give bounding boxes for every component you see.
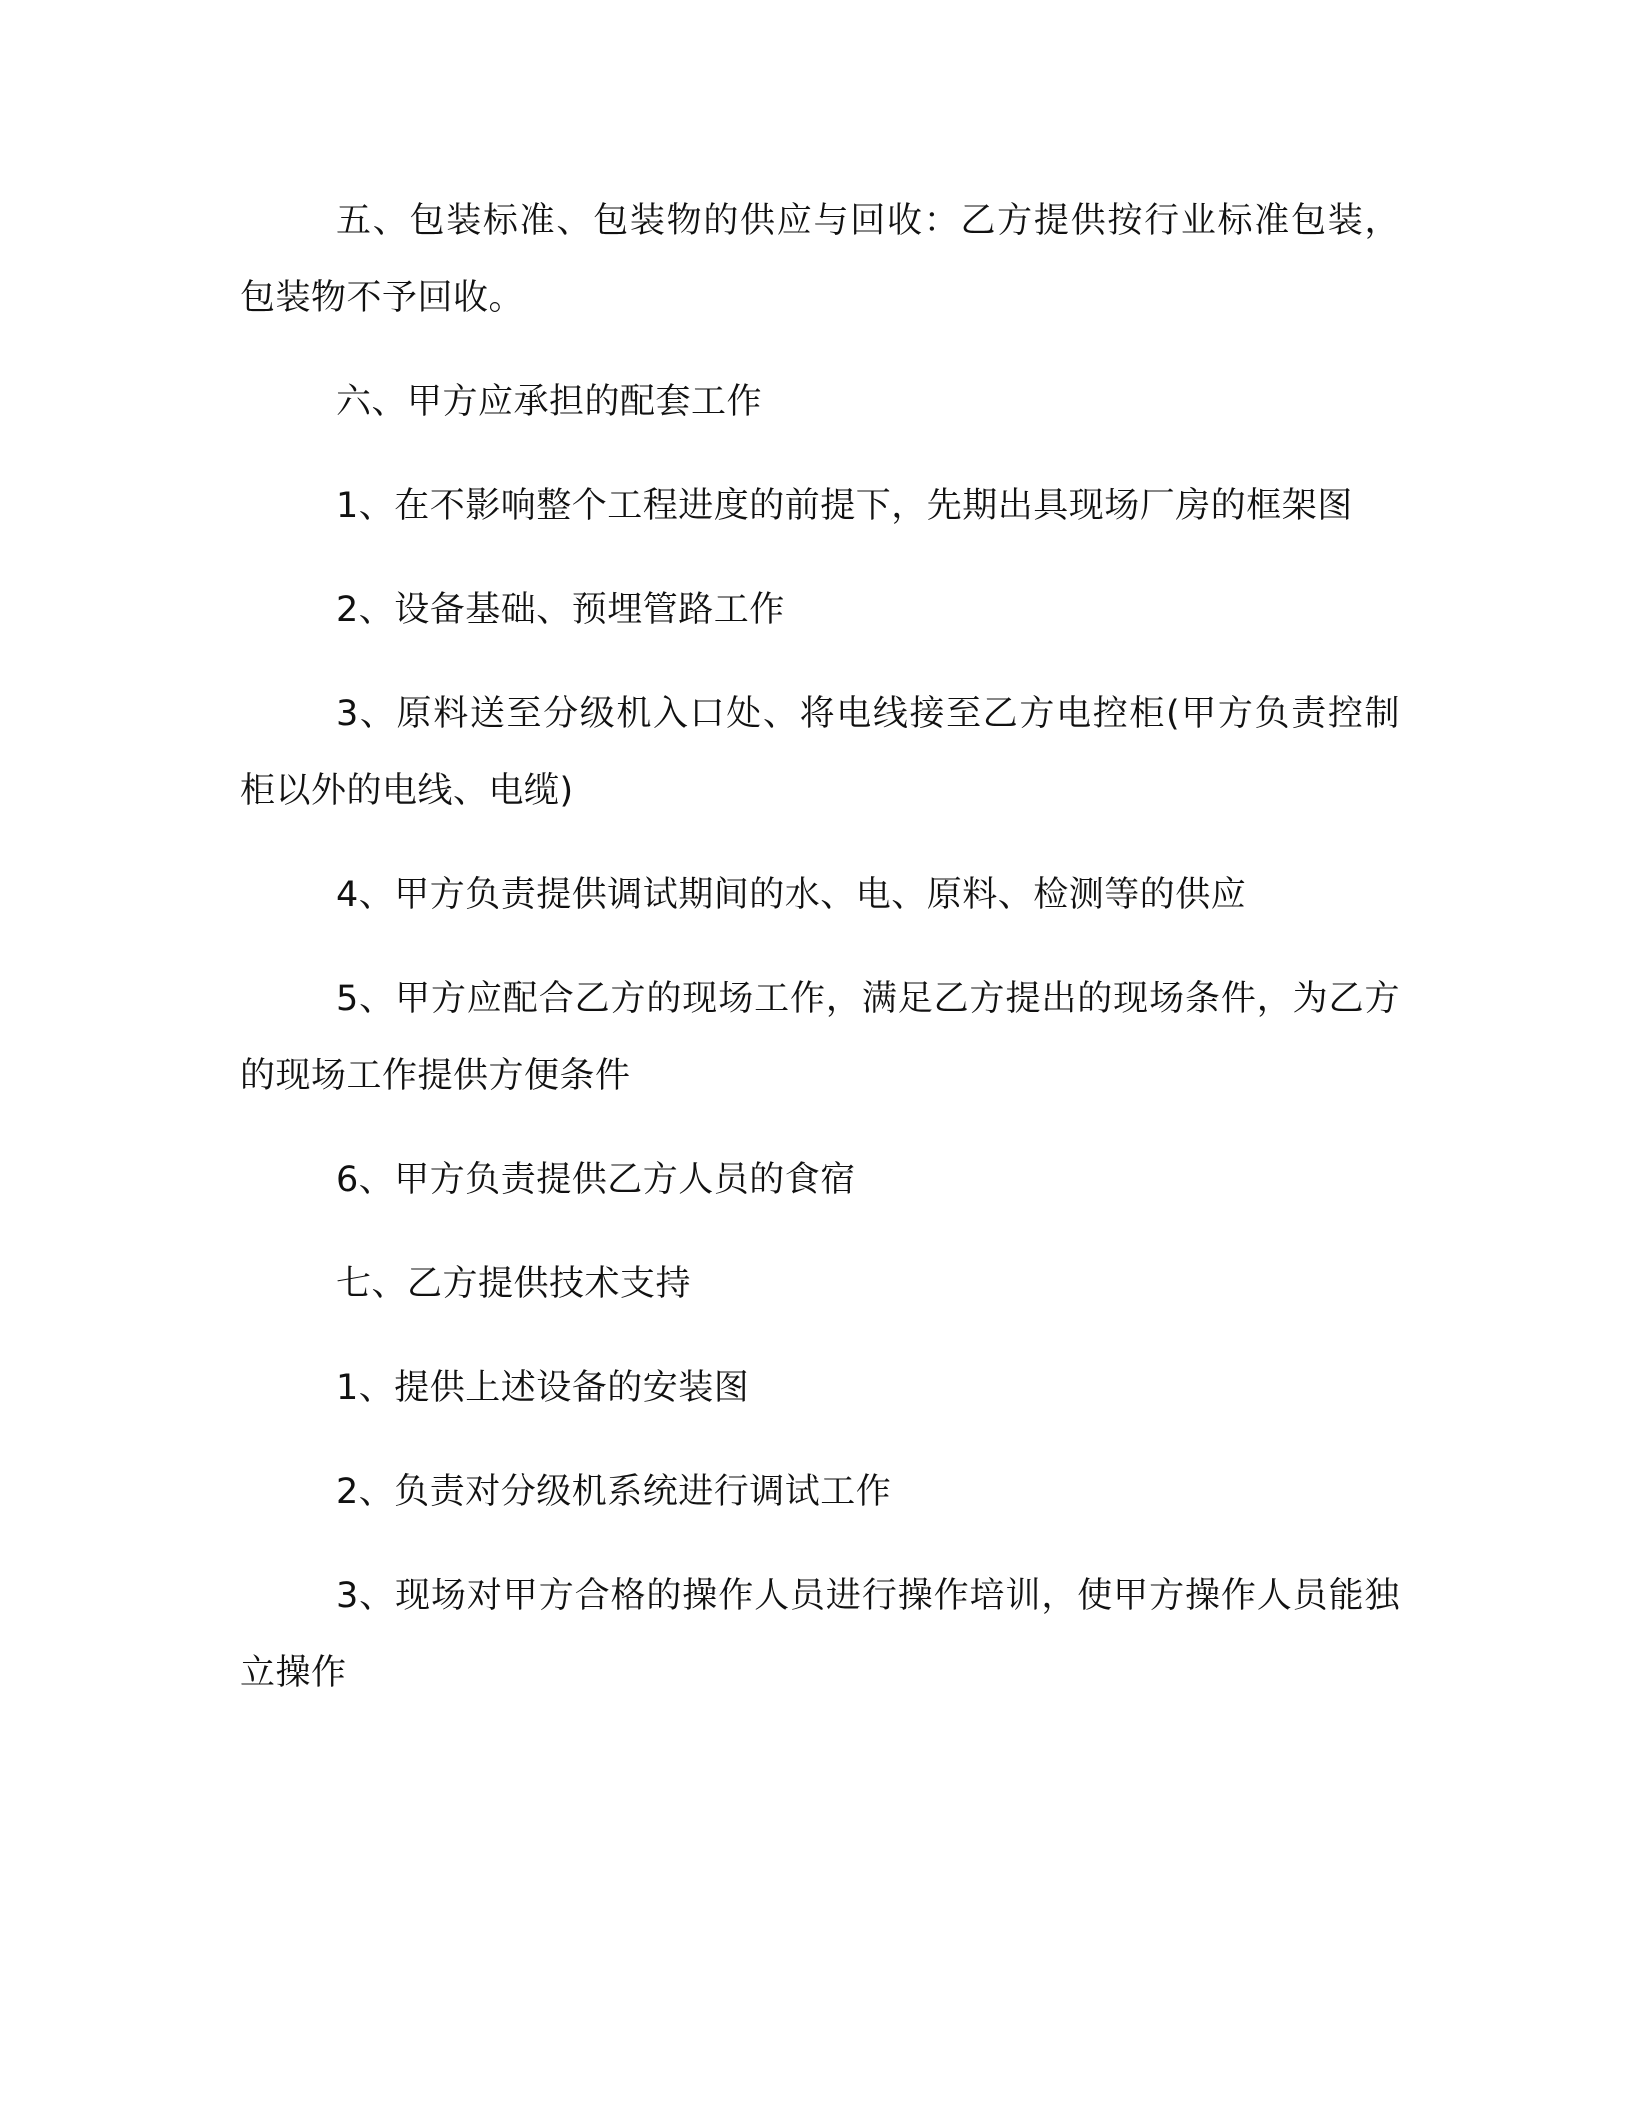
- section-7-item-3: 3、现场对甲方合格的操作人员进行操作培训，使甲方操作人员能独立操作: [240, 1576, 1400, 1693]
- section-6-item-6: 6、甲方负责提供乙方人员的食宿: [336, 1160, 856, 1200]
- section-6-item-2: 2、设备基础、预埋管路工作: [336, 590, 785, 630]
- section-6-item-4: 4、甲方负责提供调试期间的水、电、原料、检测等的供应: [336, 875, 1247, 915]
- section-6-item-1: 1、在不影响整个工程进度的前提下，先期出具现场厂房的框架图: [336, 486, 1353, 526]
- section-6-item-5: 5、甲方应配合乙方的现场工作，满足乙方提出的现场条件，为乙方的现场工作提供方便条件: [240, 979, 1400, 1096]
- section-5-packaging: 五、包装标准、包装物的供应与回收：乙方提供按行业标准包装，包装物不予回收。: [240, 201, 1400, 318]
- section-6-item-3: 3、原料送至分级机入口处、将电线接至乙方电控柜(甲方负责控制柜以外的电线、电缆): [240, 694, 1400, 811]
- section-7-heading: 七、乙方提供技术支持: [336, 1264, 692, 1304]
- section-6-heading: 六、甲方应承担的配套工作: [336, 382, 763, 422]
- document-body: [240, 183, 1400, 1739]
- section-7-item-2: 2、负责对分级机系统进行调试工作: [336, 1472, 892, 1512]
- section-7-item-1: 1、提供上述设备的安装图: [336, 1368, 750, 1408]
